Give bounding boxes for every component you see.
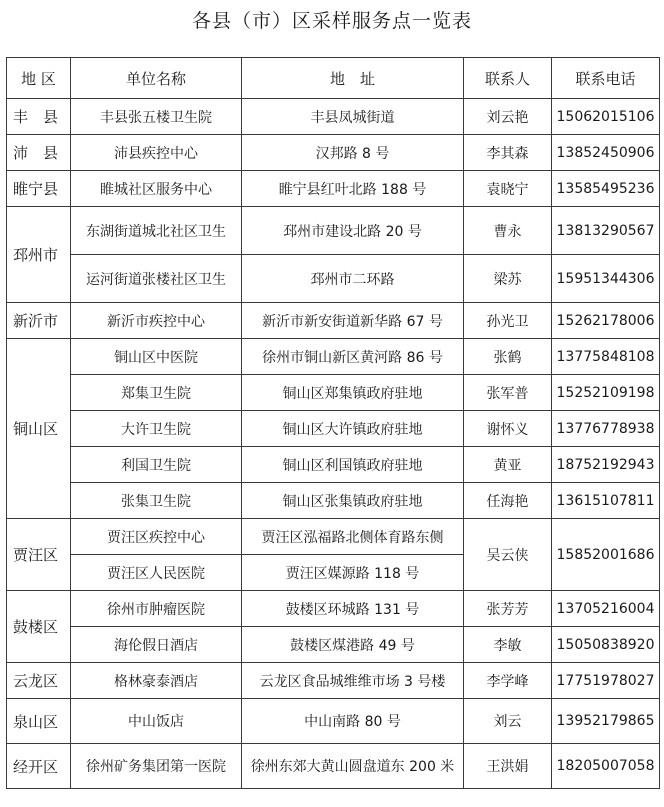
table-row [7,207,660,255]
header-phone: 联系电话 [552,58,660,99]
address-cell: 贾汪区泓福路北侧体育路东侧 [242,519,464,555]
address-cell: 中山南路 80 号 [242,699,464,744]
address-cell: 云龙区食品城维维市场 3 号楼 [242,663,464,699]
phone-cell: 15252109198 [552,375,660,411]
phone-cell: 13705216004 [552,591,660,627]
phone-cell: 18205007058 [552,744,660,789]
contact-cell: 孙光卫 [464,303,552,339]
table-row [7,663,660,699]
address-cell: 铜山区大许镇政府驻地 [242,411,464,447]
table-row [7,744,660,789]
phone-cell: 13776778938 [552,411,660,447]
table-row [7,339,660,375]
address-cell: 铜山区利国镇政府驻地 [242,447,464,483]
phone-cell: 17751978027 [552,663,660,699]
table-row [7,699,660,744]
contact-cell: 梁苏 [464,255,552,303]
unit-name-cell: 沛县疾控中心 [71,135,242,171]
table-row [7,483,660,519]
phone-cell: 13775848108 [552,339,660,375]
unit-name-cell: 海伦假日酒店 [71,627,242,663]
address-cell: 鼓楼区环城路 131 号 [242,591,464,627]
phone-cell: 15062015106 [552,99,660,135]
unit-name-cell: 东湖街道城北社区卫生 [71,207,242,255]
unit-name-cell: 中山饭店 [71,699,242,744]
unit-name-cell: 新沂市疾控中心 [71,303,242,339]
page-title: 各县（市）区采样服务点一览表 [191,10,472,32]
phone-cell: 13615107811 [552,483,660,519]
unit-name-cell: 利国卫生院 [71,447,242,483]
unit-name-cell: 大许卫生院 [71,411,242,447]
contact-cell: 吴云侠 [464,519,552,591]
phone-cell: 15951344306 [552,255,660,303]
unit-name-cell: 格林豪泰酒店 [71,663,242,699]
unit-name-cell: 睢城社区服务中心 [71,171,242,207]
contact-cell: 王洪娟 [464,744,552,789]
unit-name-cell: 徐州市肿瘤医院 [71,591,242,627]
address-cell: 贾汪区媒源路 118 号 [242,555,464,591]
table-row [7,627,660,663]
unit-name-cell: 郑集卫生院 [71,375,242,411]
unit-name-cell: 贾汪区人民医院 [71,555,242,591]
table-row [7,135,660,171]
region-cell: 新沂市 [7,303,71,339]
table-row [7,591,660,627]
address-cell: 邳州市建设北路 20 号 [242,207,464,255]
phone-cell: 15852001686 [552,519,660,591]
phone-cell: 13585495236 [552,171,660,207]
contact-cell: 曹永 [464,207,552,255]
contact-cell: 李敏 [464,627,552,663]
contact-cell: 谢怀义 [464,411,552,447]
table-row [7,411,660,447]
phone-cell: 15050838920 [552,627,660,663]
contact-cell: 黄亚 [464,447,552,483]
region-cell: 邳州市 [7,207,71,303]
address-cell: 铜山区郑集镇政府驻地 [242,375,464,411]
table-row [7,447,660,483]
address-cell: 邳州市二环路 [242,255,464,303]
contact-cell: 袁晓宁 [464,171,552,207]
region-cell: 睢宁县 [7,171,71,207]
table-row [7,171,660,207]
contact-cell: 任海艳 [464,483,552,519]
header-contact: 联系人 [464,58,552,99]
contact-cell: 张鹤 [464,339,552,375]
phone-cell: 13852450906 [552,135,660,171]
table-row [7,375,660,411]
address-cell: 徐州东郊大黄山圆盘道东 200 米 [242,744,464,789]
contact-cell: 刘云 [464,699,552,744]
table-header-row [7,58,660,99]
address-cell: 新沂市新安街道新华路 67 号 [242,303,464,339]
region-cell: 经开区 [7,744,71,789]
table-row [7,303,660,339]
unit-name-cell: 丰县张五楼卫生院 [71,99,242,135]
unit-name-cell: 运河街道张楼社区卫生 [71,255,242,303]
region-cell: 贾汪区 [7,519,71,591]
region-cell: 泉山区 [7,699,71,744]
phone-cell: 13813290567 [552,207,660,255]
header-unit-name: 单位名称 [71,58,242,99]
address-cell: 丰县凤城街道 [242,99,464,135]
address-cell: 鼓楼区煤港路 49 号 [242,627,464,663]
sampling-sites-table [6,57,660,789]
table-row [7,255,660,303]
region-cell: 沛 县 [7,135,71,171]
contact-cell: 李学峰 [464,663,552,699]
phone-cell: 15262178006 [552,303,660,339]
contact-cell: 刘云艳 [464,99,552,135]
region-cell: 丰 县 [7,99,71,135]
contact-cell: 张军普 [464,375,552,411]
contact-cell: 李其森 [464,135,552,171]
phone-cell: 18752192943 [552,447,660,483]
region-cell: 铜山区 [7,339,71,519]
unit-name-cell: 张集卫生院 [71,483,242,519]
unit-name-cell: 铜山区中医院 [71,339,242,375]
address-cell: 睢宁县红叶北路 188 号 [242,171,464,207]
table-row [7,99,660,135]
contact-cell: 张芳芳 [464,591,552,627]
header-address: 地 址 [242,58,464,99]
address-cell: 徐州市铜山新区黄河路 86 号 [242,339,464,375]
address-cell: 铜山区张集镇政府驻地 [242,483,464,519]
region-cell: 云龙区 [7,663,71,699]
phone-cell: 13952179865 [552,699,660,744]
table-row [7,519,660,555]
address-cell: 汉邦路 8 号 [242,135,464,171]
header-region: 地 区 [7,58,71,99]
unit-name-cell: 徐州矿务集团第一医院 [71,744,242,789]
unit-name-cell: 贾汪区疾控中心 [71,519,242,555]
region-cell: 鼓楼区 [7,591,71,663]
